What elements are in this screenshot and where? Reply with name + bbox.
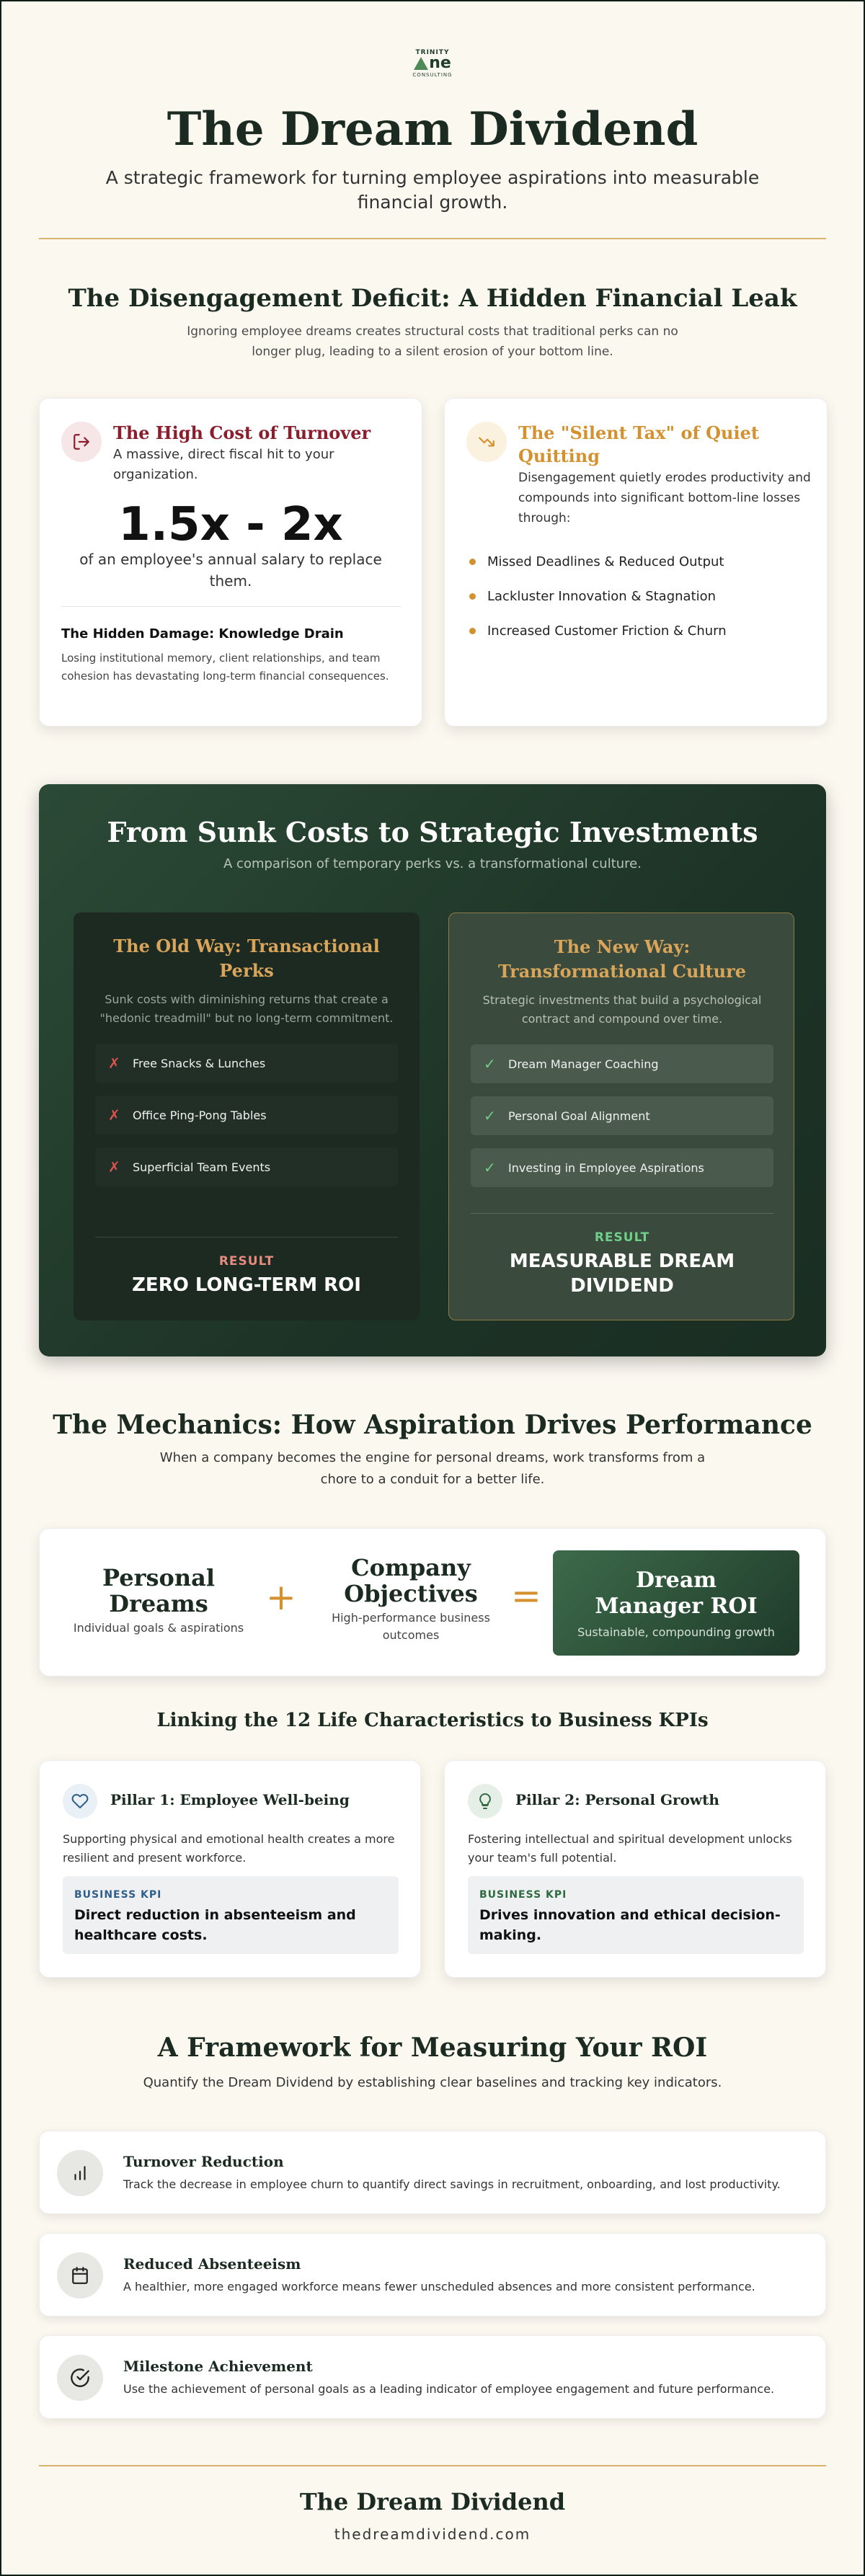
logo-mid-text: ne [429,54,451,72]
card-divider [61,606,402,607]
bar-chart-icon [57,2150,103,2196]
new-way-text: Strategic investments that build a psychological contract and compound over time. [482,993,762,1026]
logo-top-text: TRINITY [415,49,450,56]
x-icon: ✗ [108,1054,120,1072]
page-title: The Dream Dividend [167,102,698,156]
x-icon: ✗ [108,1106,120,1124]
kpi-value: Drives innovation and ethical decision-making. [479,1907,781,1943]
eq-text: High-performance business outcomes [332,1611,490,1642]
kpi-label: BUSINESS KPI [479,1889,567,1901]
logo-bottom-text: CONSULTING [412,72,453,78]
personal-dreams [68,1565,249,1637]
new-way-panel [448,912,794,1320]
kpi-label: BUSINESS KPI [74,1889,162,1901]
equation-card [39,1528,826,1676]
deficit-title: The Disengagement Deficit: A Hidden Financial Leak [68,284,797,313]
list-item [471,1044,773,1083]
framework-item [39,2233,826,2317]
exit-icon [61,422,102,462]
check-circle-icon [57,2355,103,2401]
footer-divider [39,2465,826,2466]
company-logo [1,49,864,78]
old-result-value: ZERO LONG-TERM ROI [132,1274,361,1296]
new-result-value: MEASURABLE DREAM DIVIDEND [509,1251,735,1297]
dream-manager-roi [553,1550,799,1656]
eq-text: Individual goals & aspirations [73,1621,244,1635]
old-way-panel [74,912,420,1320]
pillar-title: Pillar 1: Employee Well-being [110,1791,350,1808]
framework-item-text: Track the decrease in employee churn to quantify direct savings in recruitment, onboarding, and lost productivity. [123,2177,781,2191]
list-item [469,623,727,639]
footer-url[interactable]: thedreamdividend.com [334,2526,531,2543]
deficit-subtitle: Ignoring employee dreams creates structural costs that traditional perks can no longer plug, leading to a silent erosion of your bottom line. [187,324,678,359]
heart-icon [63,1784,97,1818]
bullet-text: Lackluster Innovation & Stagnation [487,589,717,604]
pillar-card [444,1760,826,1978]
bullet-icon [469,559,476,565]
item-text: Free Snacks & Lunches [133,1056,266,1070]
old-way-text: Sunk costs with diminishing returns that create a "hedonic treadmill" but no long-term commitment. [99,992,394,1025]
framework-subtitle: Quantify the Dream Dividend by establishing clear baselines and tracking key indicators. [143,2075,722,2090]
old-way-title: The Old Way: Transactional Perks [113,936,380,981]
new-way-title: The New Way: Transformational Culture [498,936,746,982]
check-icon: ✓ [484,1055,496,1072]
item-text: Personal Goal Alignment [508,1109,650,1123]
x-icon: ✗ [108,1158,120,1176]
framework-item-text: Use the achievement of personal goals as a leading indicator of employee engagement and future performance. [123,2382,775,2396]
turnover-title: The High Cost of Turnover [113,422,371,443]
list-item [471,1096,773,1135]
framework-item [39,2335,826,2419]
kpi-value: Direct reduction in absenteeism and healthcare costs. [74,1907,356,1943]
page-subtitle: A strategic framework for turning employee aspirations into measurable financial growth. [105,167,760,213]
turnover-value: 1.5x - 2x [118,498,343,551]
old-result-label: RESULT [218,1254,275,1269]
list-item [95,1147,398,1186]
new-result-label: RESULT [594,1230,650,1245]
logo-triangle-icon [414,57,428,70]
framework-title: A Framework for Measuring Your ROI [157,2033,708,2063]
framework-item-title: Reduced Absenteeism [123,2255,301,2273]
turnover-card [39,398,422,727]
comparison-section [39,784,826,1356]
bullet-text: Increased Customer Friction & Churn [487,623,727,639]
page [1,1,864,2575]
silent-tax-title: The "Silent Tax" of Quiet Quitting [518,422,759,466]
silent-tax-card [444,398,828,727]
eq-text: Sustainable, compounding growth [577,1625,775,1639]
check-icon: ✓ [484,1107,496,1124]
panel-divider [471,1213,773,1214]
pillar-text: Supporting physical and emotional health creates a more resilient and present workforce. [63,1832,395,1865]
trending-down-icon [466,422,507,462]
plus-icon: + [266,1576,296,1618]
equals-icon: = [511,1575,541,1617]
bullet-icon [469,593,476,600]
company-objectives [314,1555,508,1644]
kpi-box [63,1876,399,1954]
list-item [469,554,724,569]
mechanics-subtitle: When a company becomes the engine for personal dreams, work transforms from a chore to a conduit for a better life. [159,1450,706,1487]
kpi-box [468,1876,804,1954]
bullet-icon [469,628,476,634]
eq-title: Personal Dreams [102,1564,215,1617]
pillar-card [39,1760,421,1978]
lightbulb-icon [468,1784,502,1818]
comparison-subtitle: A comparison of temporary perks vs. a transformational culture. [223,856,642,871]
eq-title: Company Objectives [344,1554,478,1607]
list-item [469,589,716,604]
calendar-icon [57,2252,103,2299]
knowledge-drain-title: The Hidden Damage: Knowledge Drain [61,626,344,641]
comparison-title: From Sunk Costs to Strategic Investments [107,816,758,848]
framework-item-text: A healthier, more engaged workforce means fewer unscheduled absences and more consistent performance. [123,2280,755,2293]
linking-title: Linking the 12 Life Characteristics to Business KPIs [156,1710,709,1731]
item-text: Investing in Employee Aspirations [508,1160,704,1175]
divider [39,238,826,239]
mechanics-title: The Mechanics: How Aspiration Drives Performance [53,1410,812,1440]
item-text: Superficial Team Events [133,1160,271,1174]
turnover-value-caption: of an employee's annual salary to replace them. [79,551,382,590]
knowledge-drain-text: Losing institutional memory, client relationships, and team cohesion has devastating long-term financial consequences. [61,652,389,683]
bullet-text: Missed Deadlines & Reduced Output [487,554,724,569]
panel-divider [95,1237,398,1238]
item-text: Dream Manager Coaching [508,1057,659,1071]
pillar-title: Pillar 2: Personal Growth [515,1791,719,1808]
turnover-text: A massive, direct fiscal hit to your organization. [113,447,334,482]
list-item [471,1148,773,1187]
silent-tax-text: Disengagement quietly erodes productivity and compounds into significant bottom-line losses through: [518,471,811,525]
check-icon: ✓ [484,1159,496,1176]
footer-title: The Dream Dividend [299,2488,566,2515]
list-item [95,1096,398,1134]
eq-title: Dream Manager ROI [595,1568,758,1619]
item-text: Office Ping-Pong Tables [133,1108,267,1122]
framework-item-title: Turnover Reduction [123,2153,284,2170]
framework-item-title: Milestone Achievement [123,2358,313,2375]
framework-item [39,2131,826,2214]
list-item [95,1044,398,1083]
pillar-text: Fostering intellectual and spiritual development unlocks your team's full potential. [468,1832,792,1865]
